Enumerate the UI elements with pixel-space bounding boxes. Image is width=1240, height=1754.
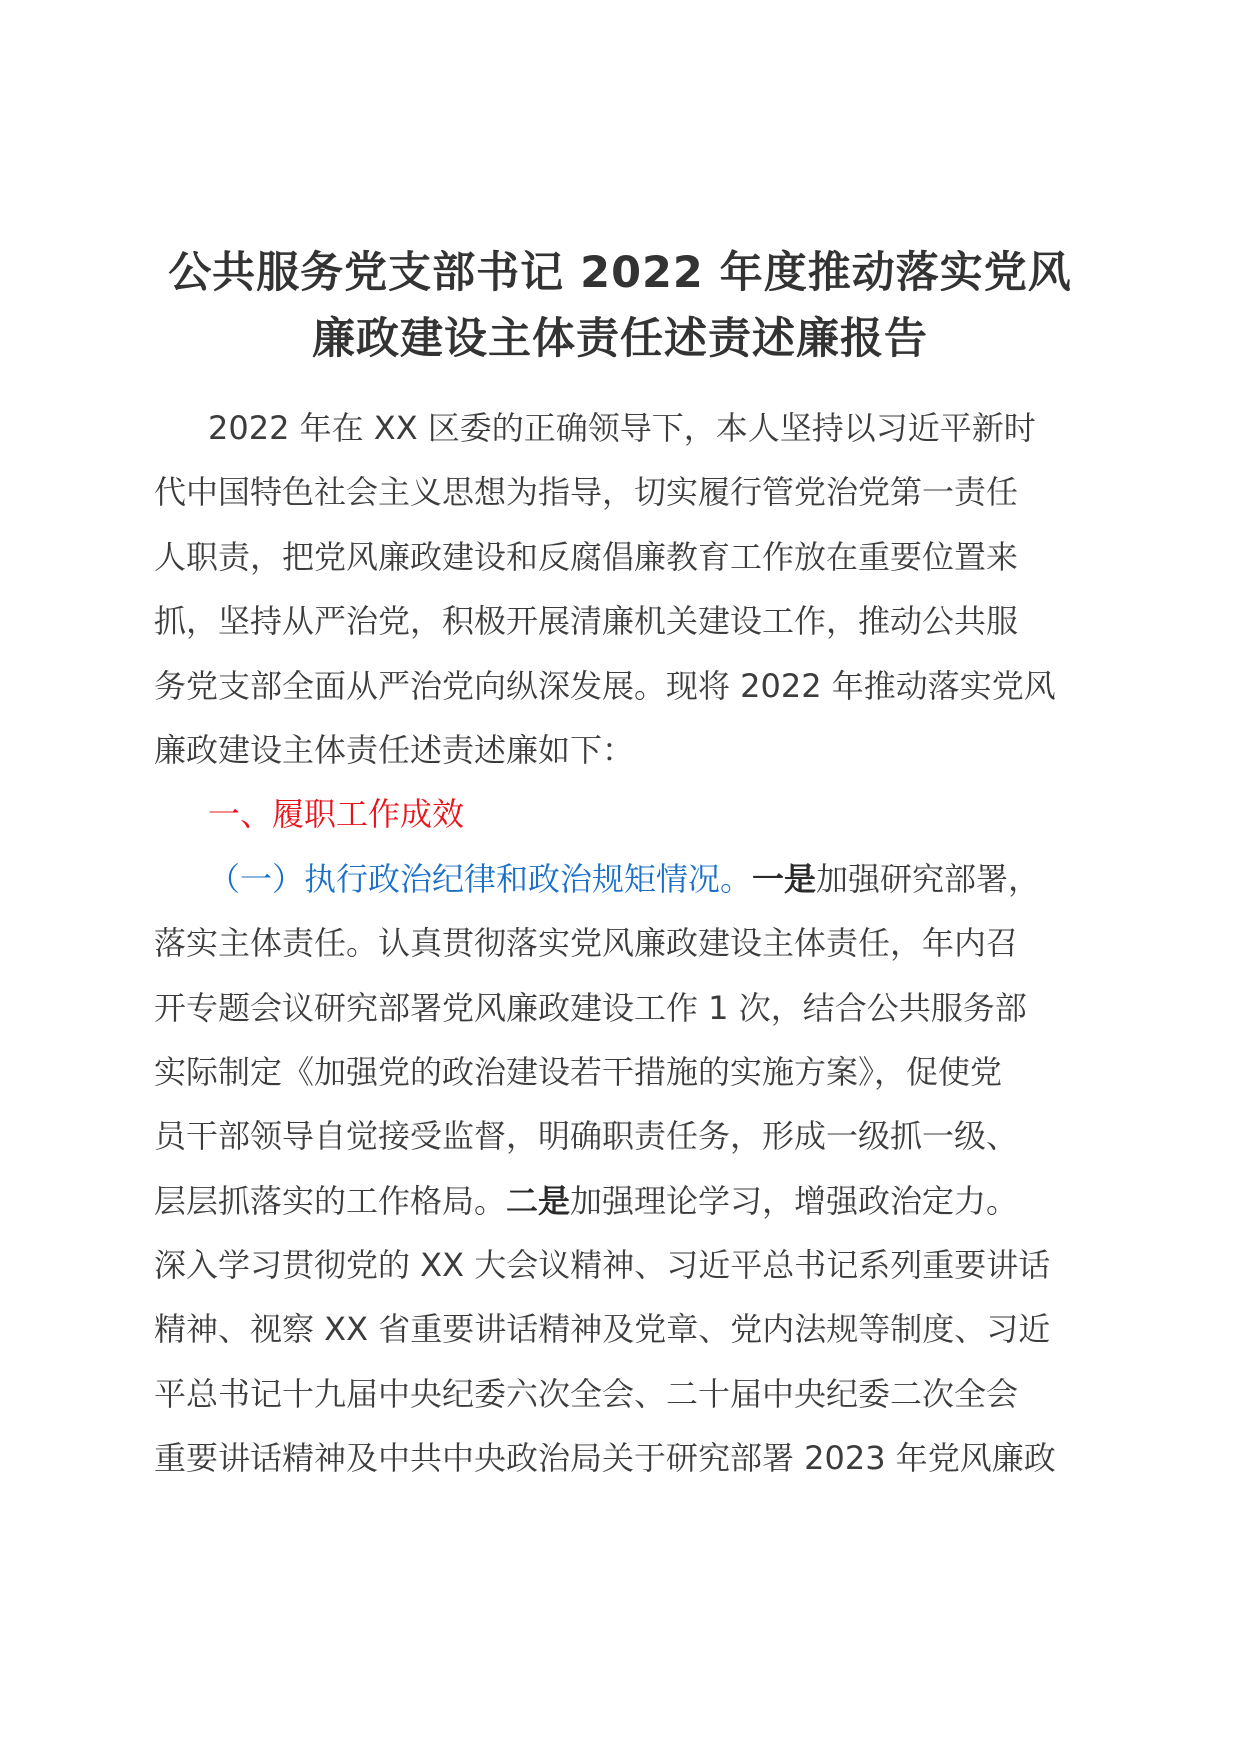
intro-line-5: 务党支部全面从严治党向纵深发展。现将 2022 年推动落实党风 [154, 666, 1056, 705]
title-line-2: 廉政建设主体责任述责述廉报告 [312, 314, 928, 364]
first-point-text: 加强研究部署， [816, 859, 1041, 898]
title-line-1: 公共服务党支部书记 2022 年度推动落实党风 [168, 248, 1072, 298]
second-point-line [154, 1169, 1094, 1233]
body-line-a3: 实际制定《加强党的政治建设若干措施的实施方案》，促使党 [154, 1052, 1003, 1091]
body-line-a4: 员干部领导自觉接受监督，明确职责任务，形成一级抓一级、 [154, 1117, 1019, 1156]
intro-line-3: 人职责，把党风廉政建设和反腐倡廉教育工作放在重要位置来 [154, 537, 1019, 576]
second-point-text: 加强理论学习，增强政治定力。 [570, 1181, 1019, 1220]
subsection-line-1 [154, 847, 1094, 911]
body-line-b1: 深入学习贯彻党的 XX 大会议精神、习近平总书记系列重要讲话 [154, 1246, 1051, 1285]
intro-line-6: 廉政建设主体责任述责述廉如下： [154, 730, 635, 769]
body-line-a2: 开专题会议研究部署党风廉政建设工作 1 次，结合公共服务部 [154, 988, 1027, 1027]
second-point-label: 二是 [506, 1181, 571, 1220]
document-body [154, 396, 1094, 1491]
body-line-b3: 平总书记十九届中央纪委六次全会、二十届中央纪委二次全会 [154, 1374, 1019, 1413]
body-line-b4: 重要讲话精神及中共中央政治局关于研究部署 2023 年党风廉政 [154, 1439, 1056, 1478]
intro-line-1: 2022 年在 XX 区委的正确领导下，本人坚持以习近平新时 [208, 409, 1036, 447]
intro-line-2: 代中国特色社会主义思想为指导，切实履行管党治党第一责任 [154, 473, 1019, 512]
subsection-heading: （一）执行政治纪律和政治规矩情况。 [208, 859, 753, 898]
second-point-before: 层层抓落实的工作格局。 [154, 1181, 507, 1220]
document-title [150, 240, 1090, 372]
body-line-b2: 精神、视察 XX 省重要讲话精神及党章、党内法规等制度、习近 [154, 1310, 1051, 1349]
section-heading-1: 一、履职工作成效 [208, 795, 465, 834]
body-line-a1: 落实主体责任。认真贯彻落实党风廉政建设主体责任，年内召 [154, 924, 1019, 963]
first-point-label: 一是 [752, 859, 817, 898]
intro-line-4: 抓，坚持从严治党，积极开展清廉机关建设工作，推动公共服 [154, 602, 1019, 641]
